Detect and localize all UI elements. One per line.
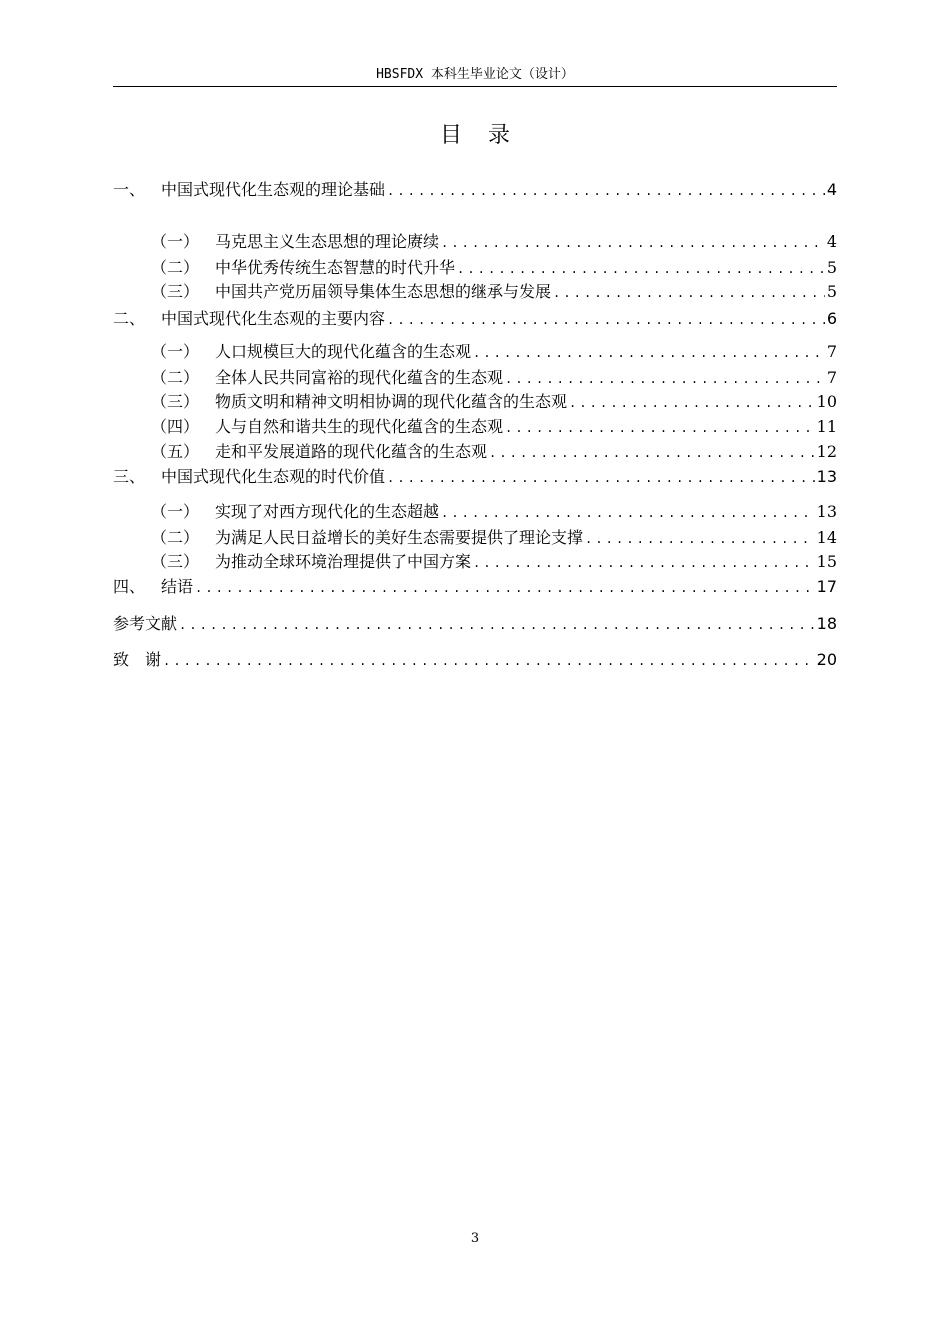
toc-entry-label: 人口规模巨大的现代化蕴含的生态观 xyxy=(215,342,472,361)
toc-entry-label: 中国式现代化生态观的时代价值 xyxy=(161,467,386,486)
toc-entry-number: （一） xyxy=(151,342,200,361)
toc-entry-number: （五） xyxy=(151,442,200,461)
page-number: 3 xyxy=(470,1231,480,1246)
toc-entry-label: 结语 xyxy=(161,577,194,596)
toc-entry-label: 马克思主义生态思想的理论赓续 xyxy=(215,232,440,251)
toc-entry-label: 全体人民共同富裕的现代化蕴含的生态观 xyxy=(215,368,504,387)
toc-entry[interactable] xyxy=(113,307,837,331)
toc-entry[interactable] xyxy=(113,415,837,439)
toc-entry-label: 人与自然和谐共生的现代化蕴含的生态观 xyxy=(215,417,504,436)
toc-dot-leader xyxy=(489,441,815,465)
toc-entry-page: 13 xyxy=(816,467,837,486)
toc-entry[interactable] xyxy=(113,550,837,574)
toc-entry[interactable] xyxy=(113,280,837,304)
toc-entry[interactable] xyxy=(113,465,837,489)
toc-entry-label: 实现了对西方现代化的生态超越 xyxy=(215,502,440,521)
toc-entry[interactable] xyxy=(113,648,837,672)
toc-entry-label: 参考文献 xyxy=(113,614,178,633)
toc-entry-number: （一） xyxy=(151,502,200,521)
toc-dot-leader xyxy=(163,649,815,673)
toc-entry-number: （四） xyxy=(151,417,200,436)
toc-entry-page: 4 xyxy=(826,232,837,251)
toc-dot-leader xyxy=(505,367,825,391)
toc-entry-number: （二） xyxy=(151,258,200,277)
toc-entry-label: 物质文明和精神文明相协调的现代化蕴含的生态观 xyxy=(215,392,568,411)
toc-dot-leader xyxy=(569,391,815,415)
toc-entry[interactable] xyxy=(113,440,837,464)
toc-entry[interactable] xyxy=(113,612,837,636)
toc-entry-number: （三） xyxy=(151,392,200,411)
toc-entry-label: 中国式现代化生态观的主要内容 xyxy=(161,309,386,328)
toc-dot-leader xyxy=(387,179,825,203)
toc-entry-number: （一） xyxy=(151,232,200,251)
toc-entry-page: 13 xyxy=(816,502,837,521)
toc-entry[interactable] xyxy=(113,526,837,550)
toc-entry[interactable] xyxy=(113,340,837,364)
toc-dot-leader xyxy=(473,341,825,365)
toc-entry-page: 4 xyxy=(826,180,837,199)
toc-title: 目录 xyxy=(439,123,536,148)
toc-entry[interactable] xyxy=(113,390,837,414)
toc-dot-leader xyxy=(387,308,825,332)
toc-entry-number: 三、 xyxy=(113,467,146,486)
toc-entry-page: 14 xyxy=(816,528,837,547)
toc-entry[interactable] xyxy=(113,500,837,524)
toc-entry-page: 5 xyxy=(826,258,837,277)
toc-entry-page: 18 xyxy=(816,614,837,633)
toc-dot-leader xyxy=(441,231,825,255)
toc-entry-page: 15 xyxy=(816,552,837,571)
toc-entry-number: 二、 xyxy=(113,309,146,328)
toc-entry[interactable] xyxy=(113,366,837,390)
toc-entry-number: （二） xyxy=(151,368,200,387)
toc-entry-number: 四、 xyxy=(113,577,146,596)
toc-dot-leader xyxy=(441,501,815,525)
toc-entry-label: 中国式现代化生态观的理论基础 xyxy=(161,180,386,199)
toc-dot-leader xyxy=(387,466,815,490)
toc-dot-leader xyxy=(553,281,825,305)
toc-entry[interactable] xyxy=(113,178,837,202)
toc-entry-page: 5 xyxy=(826,282,837,301)
running-header: HBSFDX 本科生毕业论文（设计） xyxy=(113,64,837,87)
toc-entry-label: 为推动全球环境治理提供了中国方案 xyxy=(215,552,472,571)
toc-entry-number: （三） xyxy=(151,282,200,301)
toc-entry-page: 11 xyxy=(816,417,837,436)
toc-entry-label: 走和平发展道路的现代化蕴含的生态观 xyxy=(215,442,488,461)
toc-entry-number: （二） xyxy=(151,528,200,547)
toc-dot-leader xyxy=(179,613,815,637)
toc-dot-leader xyxy=(195,576,815,600)
toc-entry[interactable] xyxy=(113,230,837,254)
toc-dot-leader xyxy=(585,527,815,551)
toc-entry-page: 17 xyxy=(816,577,837,596)
toc-entry-number: 一、 xyxy=(113,180,146,199)
toc-entry-label: 为满足人民日益增长的美好生态需要提供了理论支撑 xyxy=(215,528,584,547)
toc-entry-number: （三） xyxy=(151,552,200,571)
toc-entry[interactable] xyxy=(113,256,837,280)
toc-entry-page: 7 xyxy=(826,342,837,361)
toc-entry-label: 中国共产党历届领导集体生态思想的继承与发展 xyxy=(215,282,552,301)
toc-entry-page: 7 xyxy=(826,368,837,387)
toc-entry-label: 致 谢 xyxy=(113,650,162,669)
toc-entry-label: 中华优秀传统生态智慧的时代升华 xyxy=(215,258,456,277)
toc-entry-page: 20 xyxy=(816,650,837,669)
toc-entry-page: 12 xyxy=(816,442,837,461)
toc-dot-leader xyxy=(473,551,815,575)
toc-entry-page: 10 xyxy=(816,392,837,411)
toc-dot-leader xyxy=(505,416,815,440)
toc-dot-leader xyxy=(457,257,825,281)
toc-entry-page: 6 xyxy=(826,309,837,328)
toc-entry[interactable] xyxy=(113,575,837,599)
